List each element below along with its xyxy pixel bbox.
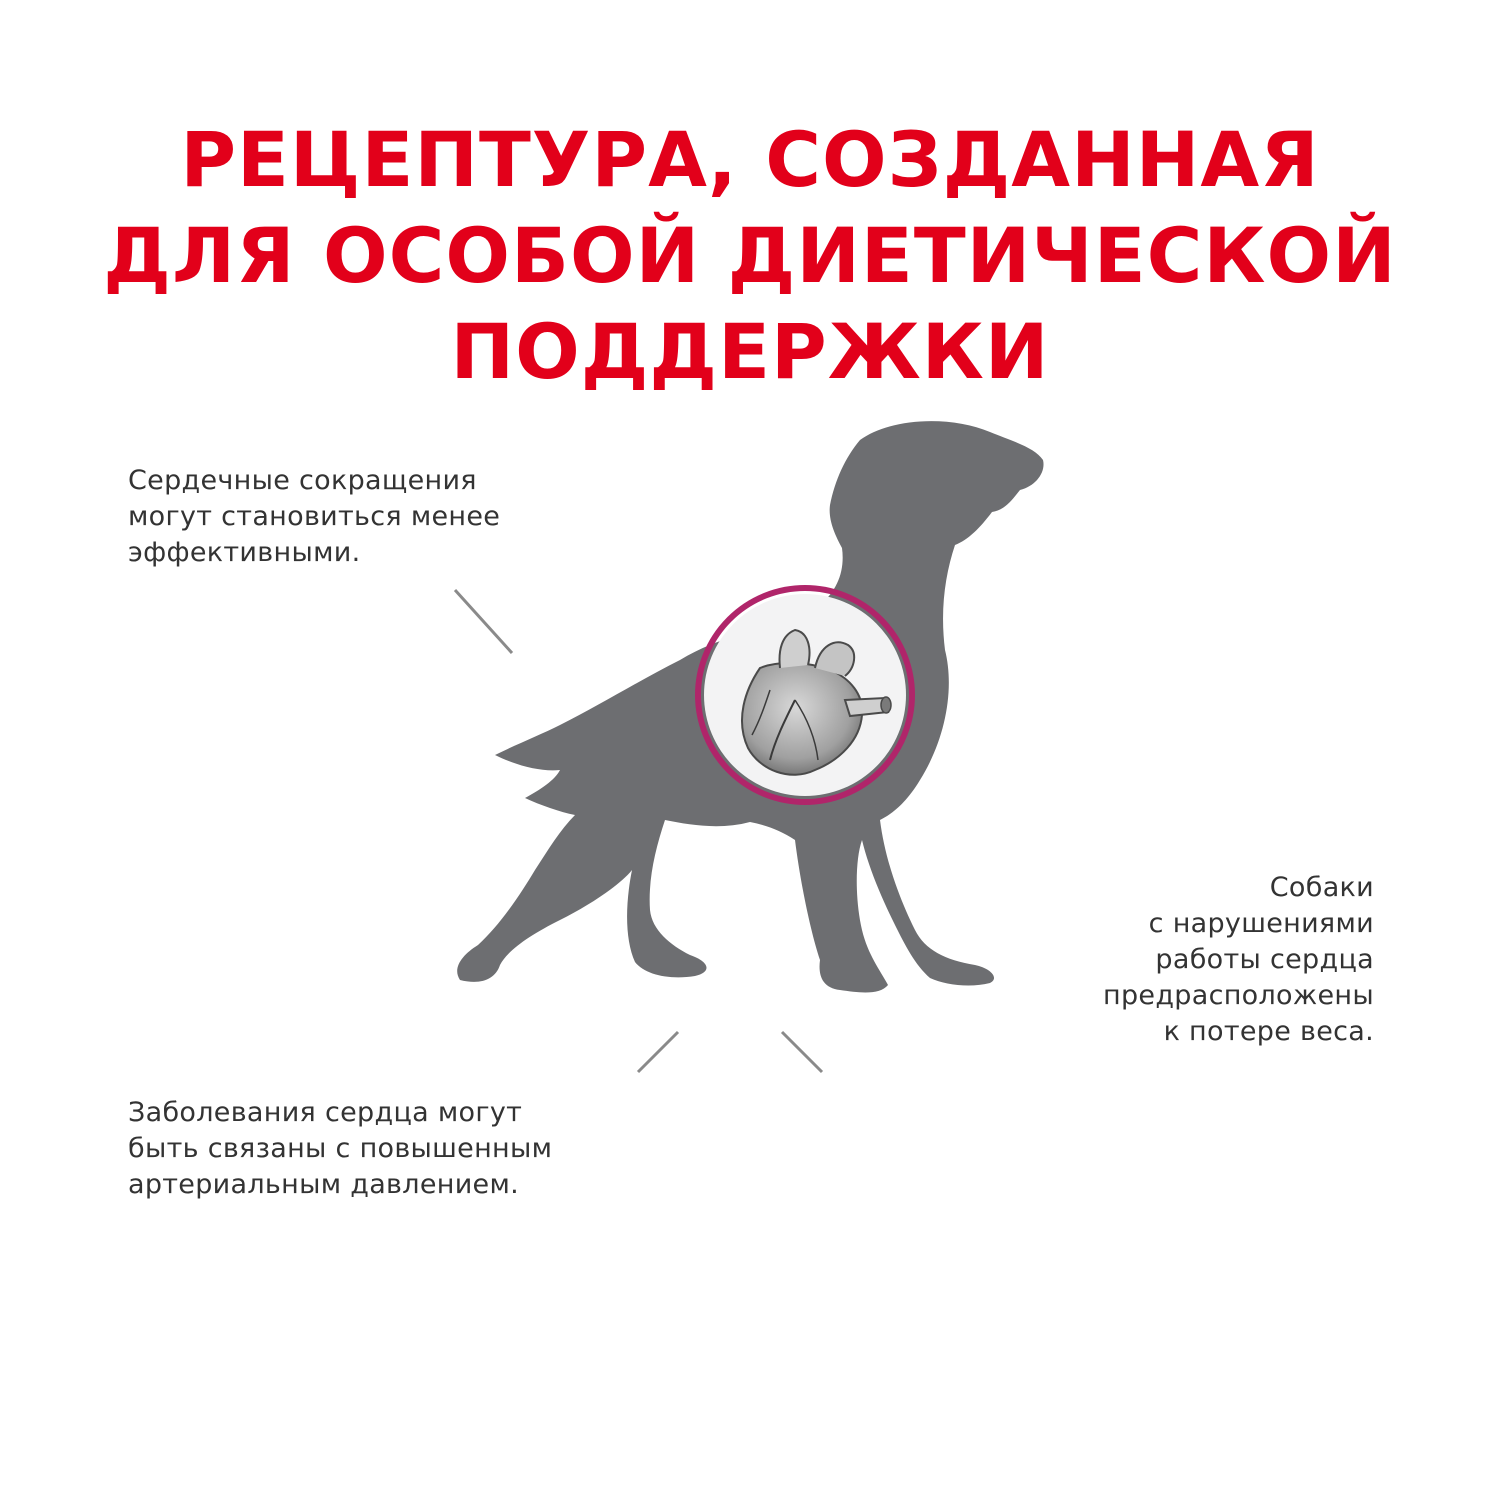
callout-line: работы сердца bbox=[1155, 944, 1374, 975]
callout-line: предрасположены bbox=[1103, 980, 1374, 1011]
callout-line: с нарушениями bbox=[1148, 908, 1374, 939]
headline-line: ПОДДЕРЖКИ bbox=[450, 307, 1050, 396]
callout-line: артериальным давлением. bbox=[128, 1169, 520, 1200]
callout-line: могут становиться менее bbox=[128, 501, 501, 532]
callout-line: Собаки bbox=[1269, 872, 1374, 903]
callout-line: Заболевания сердца могут bbox=[128, 1097, 523, 1128]
callout-blood-pressure bbox=[128, 1095, 648, 1203]
headline-line: ДЛЯ ОСОБОЙ ДИЕТИЧЕСКОЙ bbox=[103, 211, 1397, 300]
callout-heart-contractions bbox=[128, 463, 588, 571]
leader-line-bottom-left bbox=[128, 1032, 678, 1072]
callout-line: к потере веса. bbox=[1163, 1016, 1374, 1047]
leader-line-top-left bbox=[128, 590, 512, 653]
callout-weight-loss bbox=[994, 870, 1374, 1050]
callout-line: быть связаны с повышенным bbox=[128, 1133, 553, 1164]
heart-badge bbox=[698, 588, 912, 802]
callout-line: эффективными. bbox=[128, 537, 361, 568]
callout-line: Сердечные сокращения bbox=[128, 465, 477, 496]
headline-line: РЕЦЕПТУРА, СОЗДАННАЯ bbox=[180, 115, 1320, 204]
